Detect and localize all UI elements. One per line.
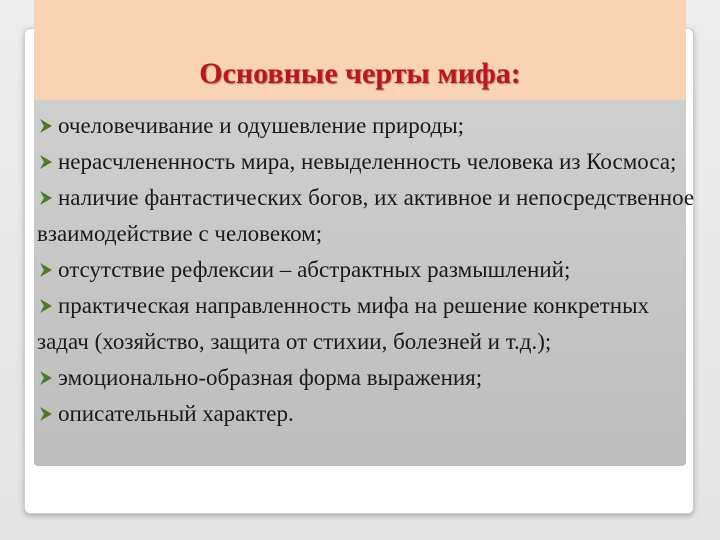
list-item — [37, 144, 697, 180]
list-item — [37, 288, 697, 360]
list-item — [37, 360, 697, 396]
arrow-chevron-icon — [37, 261, 55, 279]
bullet-list — [37, 108, 697, 432]
list-item-text: очеловечивание и одушевление природы; — [58, 113, 465, 138]
slide-title: Основные черты мифа: — [199, 57, 521, 90]
list-item — [37, 108, 697, 144]
list-item-text: наличие фантастических богов, их активное и непосредственное взаимодействие с человеком; — [37, 185, 695, 246]
arrow-chevron-icon — [37, 153, 55, 171]
list-item-text: нерасчлененность мира, невыделенность человека из Космоса; — [58, 149, 677, 174]
arrow-chevron-icon — [37, 117, 55, 135]
list-item-text: практическая направленность мифа на решение конкретных задач (хозяйство, защита от стихии, болезней и т.д.); — [37, 293, 650, 354]
arrow-chevron-icon — [37, 189, 55, 207]
list-item-text: эмоционально-образная форма выражения; — [58, 365, 483, 390]
arrow-chevron-icon — [37, 297, 55, 315]
list-item — [37, 180, 697, 252]
list-item — [37, 396, 697, 432]
arrow-chevron-icon — [37, 369, 55, 387]
list-item-text: отсутствие рефлексии – абстрактных размышлений; — [58, 257, 571, 282]
list-item — [37, 252, 697, 288]
list-item-text: описательный характер. — [58, 401, 294, 426]
arrow-chevron-icon — [37, 405, 55, 423]
